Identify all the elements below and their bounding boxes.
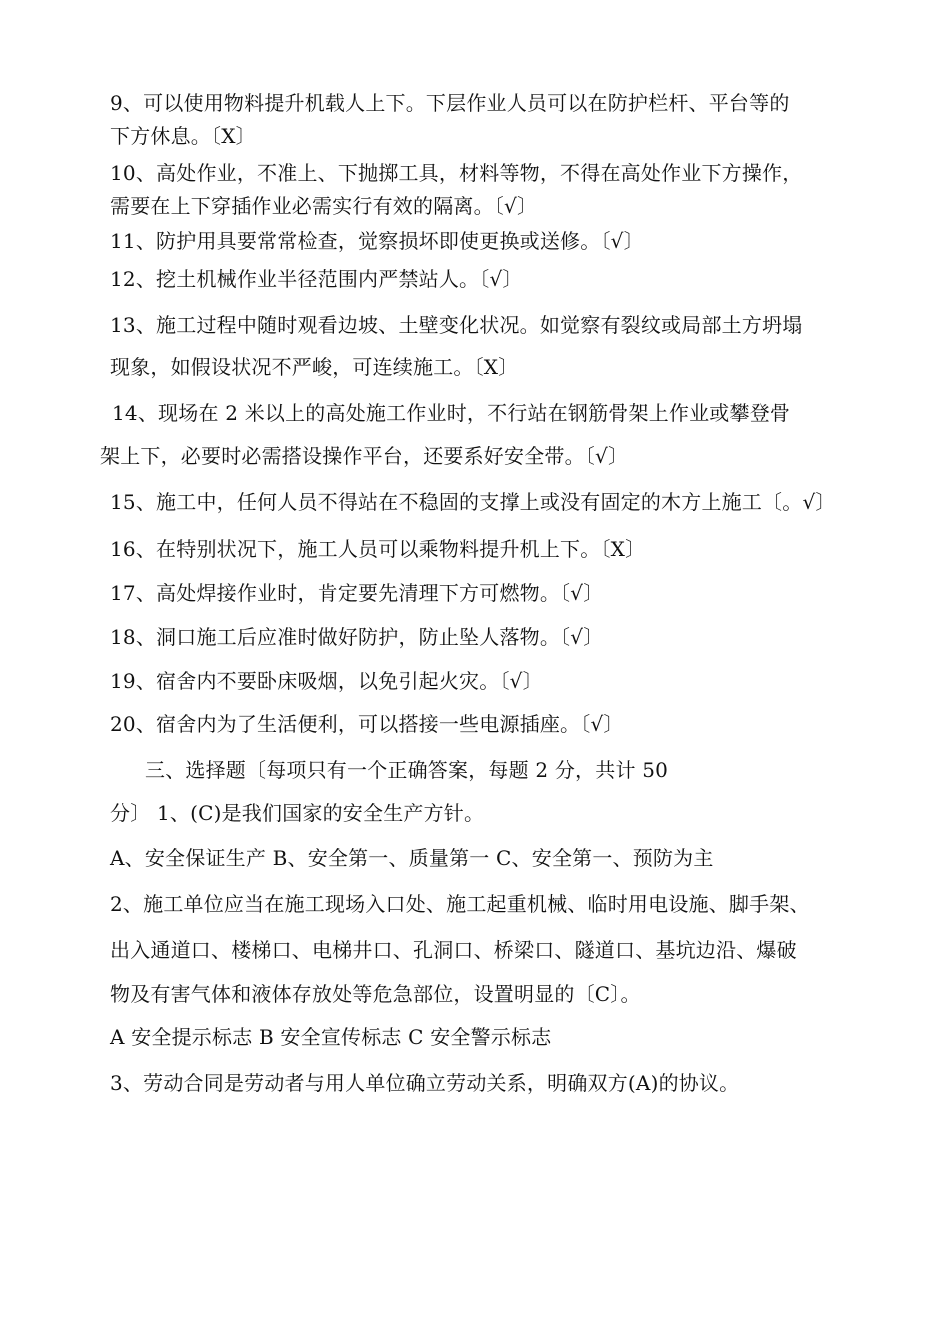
text-line-q9-b: 下方休息。〔X〕: [110, 124, 256, 148]
text-line-q14-a: 14、现场在 2 米以上的高处施工作业时，不行站在钢筋骨架上作业或攀登骨: [112, 401, 791, 425]
text-line-q13-b: 现象，如假设状况不严峻，可连续施工。〔X〕: [110, 355, 519, 379]
text-line-q13-a: 13、施工过程中随时观看边坡、土壁变化状况。如觉察有裂纹或局部土方坍塌: [110, 313, 803, 337]
text-line-c2-options: A 安全提示标志 B 安全宣传标志 C 安全警示标志: [110, 1025, 552, 1049]
text-line-q12: 12、挖土机械作业半径范围内严禁站人。〔√〕: [110, 267, 523, 291]
text-line-q14-b: 架上下，必要时必需搭设操作平台，还要系好安全带。〔√〕: [100, 444, 629, 468]
text-line-q19: 19、宿舍内不要卧床吸烟，以免引起火灾。〔√〕: [110, 669, 543, 693]
text-line-q16: 16、在特别状况下，施工人员可以乘物料提升机上下。〔X〕: [110, 537, 646, 561]
text-line-c2-b: 出入通道口、楼梯口、电梯井口、孔洞口、桥梁口、隧道口、基坑边沿、爆破: [110, 938, 797, 962]
text-line-c2-a: 2、施工单位应当在施工现场入口处、施工起重机械、临时用电设施、脚手架、: [110, 892, 810, 916]
text-line-q15: 15、施工中，任何人员不得站在不稳固的支撑上或没有固定的木方上施工〔。√〕: [110, 490, 836, 514]
text-line-q17: 17、高处焊接作业时，肯定要先清理下方可燃物。〔√〕: [110, 581, 604, 605]
text-line-q10-a: 10、高处作业，不准上、下抛掷工具，材料等物，不得在高处作业下方操作，: [110, 161, 803, 185]
text-line-q18: 18、洞口施工后应准时做好防护，防止坠人落物。〔√〕: [110, 625, 604, 649]
text-line-q11: 11、防护用具要常常检查，觉察损坏即使更换或送修。〔√〕: [110, 229, 644, 253]
text-line-q9-a: 9、可以使用物料提升机载人上下。下层作业人员可以在防护栏杆、平台等的: [110, 91, 790, 115]
text-line-q20: 20、宿舍内为了生活便利，可以搭接一些电源插座。〔√〕: [110, 712, 624, 736]
text-line-q10-b: 需要在上下穿插作业必需实行有效的隔离。〔√〕: [110, 194, 538, 218]
section-heading-choice: 三、选择题〔每项只有一个正确答案，每题 2 分，共计 50: [145, 758, 669, 782]
text-line-c1: 分〕 1、(C)是我们国家的安全生产方针。: [110, 801, 485, 825]
text-line-c2-c: 物及有害气体和液体存放处等危急部位，设置明显的〔C〕。: [110, 982, 641, 1006]
text-line-c3: 3、劳动合同是劳动者与用人单位确立劳动关系，明确双方(A)的协议。: [110, 1071, 740, 1095]
text-line-c1-options: A、安全保证生产 B、安全第一、质量第一 C、安全第一、预防为主: [110, 846, 714, 870]
